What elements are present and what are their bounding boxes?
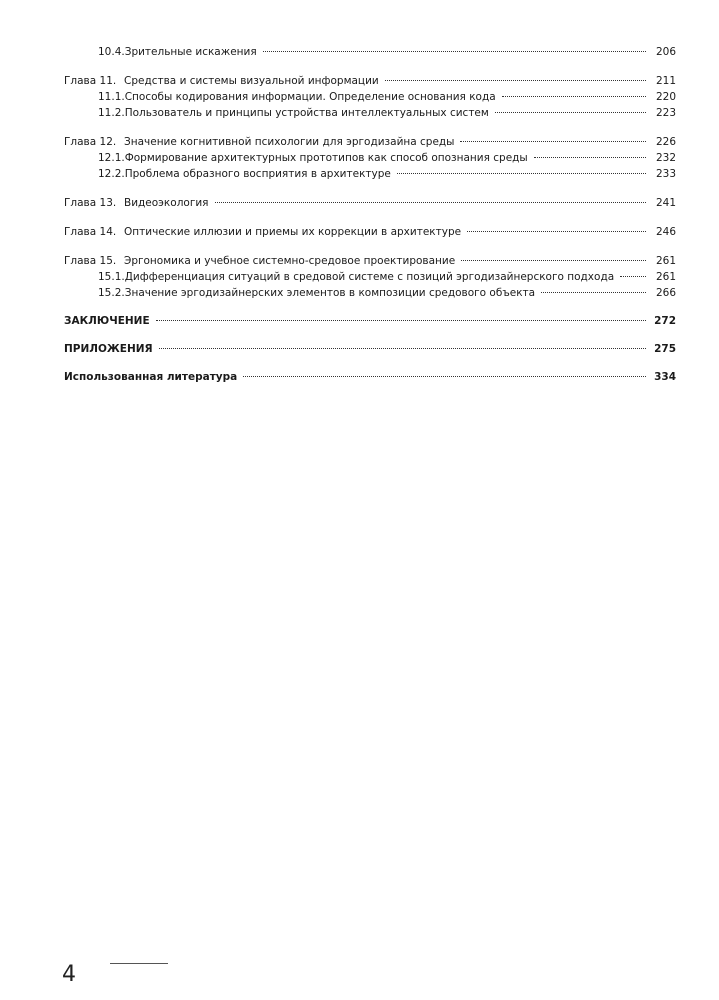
toc-chapter-number: Глава 15. [64,255,117,267]
toc-section-conclusion [64,313,676,329]
dot-leader [541,292,646,293]
toc-entry-label: Средства и системы визуальной информации [124,75,379,87]
toc-chapter [64,253,676,269]
toc-chapter-number: Глава 12. [64,136,117,148]
dot-leader [502,96,646,97]
toc-entry-page: 223 [655,107,676,119]
toc-entry-label: Видеоэкология [124,197,209,209]
toc-entry [64,44,676,60]
toc-entry-page: 241 [655,197,676,209]
dot-leader [397,173,646,174]
toc-entry-label: Оптические иллюзии и приемы их коррекции в архитектуре [124,226,462,238]
toc-entry-page: 272 [654,315,676,327]
toc-entry-page: 220 [655,91,676,103]
toc-entry [64,285,676,301]
toc-chapter [64,195,676,211]
toc-section-appendices [64,341,676,357]
toc-entry-label: ЗАКЛЮЧЕНИЕ [64,315,150,327]
dot-leader [620,276,646,277]
toc-entry-label: Использованная литература [64,371,238,383]
toc-chapter [64,134,676,150]
toc-entry-label: Значение когнитивной психологии для эргодизайна среды [124,136,455,148]
toc-entry-page: 226 [655,136,676,148]
dot-leader [495,112,646,113]
dot-leader [215,202,647,203]
dot-leader [461,260,646,261]
toc-chapter-number: Глава 13. [64,197,117,209]
toc-entry-label: ПРИЛОЖЕНИЯ [64,343,153,355]
toc-entry [64,269,676,285]
toc-entry-page: 261 [655,255,676,267]
toc-entry-label: 11.2.Пользователь и принципы устройства интеллектуальных систем [98,107,489,119]
toc-entry-page: 266 [655,287,676,299]
dot-leader [263,51,646,52]
toc-entry-label: Эргономика и учебное системно-средовое проектирование [124,255,456,267]
toc-entry [64,150,676,166]
dot-leader [467,231,646,232]
toc-entry-page: 334 [654,371,676,383]
toc-entry-label: 15.2.Значение эргодизайнерских элементов в композиции средового объекта [98,287,536,299]
toc-entry-page: 232 [655,152,676,164]
table-of-contents [64,44,676,385]
toc-entry-label: 12.2.Проблема образного восприятия в архитектуре [98,168,391,180]
toc-chapter-number: Глава 14. [64,226,117,238]
toc-entry [64,105,676,121]
toc-chapter [64,73,676,89]
dot-leader [243,376,646,377]
toc-entry-page: 246 [655,226,676,238]
toc-entry-page: 261 [655,271,676,283]
dot-leader [460,141,646,142]
toc-entry-label: 15.1.Дифференциация ситуаций в средовой системе с позиций эргодизайнерского подхода [98,271,615,283]
toc-entry-label: 12.1.Формирование архитектурных прототипов как способ опознания среды [98,152,528,164]
toc-entry [64,89,676,105]
toc-entry-label: 10.4.Зрительные искажения [98,46,257,58]
toc-entry-page: 211 [655,75,676,87]
toc-entry-page: 233 [655,168,676,180]
toc-chapter [64,224,676,240]
page-number: 4 [62,962,76,987]
dot-leader [159,348,646,349]
dot-leader [385,80,646,81]
toc-entry-page: 275 [654,343,676,355]
toc-chapter-number: Глава 11. [64,75,117,87]
dot-leader [534,157,646,158]
toc-section-references [64,369,676,385]
toc-entry [64,166,676,182]
toc-entry-label: 11.1.Способы кодирования информации. Определение основания кода [98,91,496,103]
dot-leader [156,320,646,321]
toc-entry-page: 206 [655,46,676,58]
footer-rule [110,963,168,964]
